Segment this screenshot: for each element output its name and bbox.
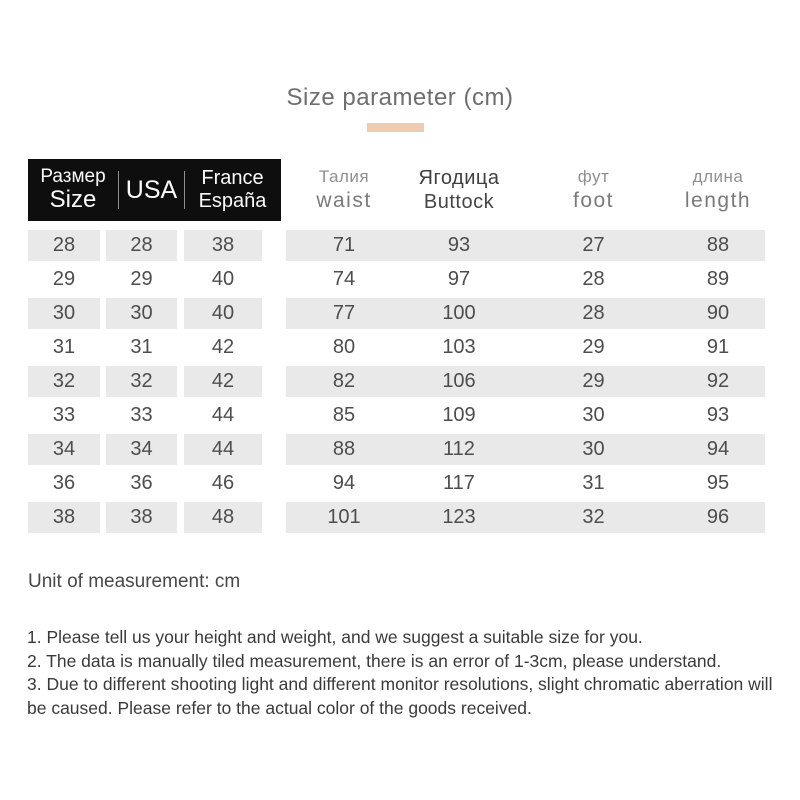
table-cell: 89 xyxy=(706,268,730,290)
table-row-measure-block xyxy=(286,332,765,363)
table-row-measure-block xyxy=(286,434,765,465)
table-cell: 112 xyxy=(443,438,475,460)
header-france xyxy=(185,159,280,221)
table-cell: 92 xyxy=(706,370,730,392)
table-row xyxy=(28,468,765,499)
table-cell: 103 xyxy=(442,336,476,358)
table-cell: 97 xyxy=(447,268,471,290)
table-cell: 101 xyxy=(327,506,361,528)
table-cell: 93 xyxy=(706,404,730,426)
table-cell: 36 xyxy=(52,472,76,494)
table-row-measure-block xyxy=(286,468,765,499)
table-row xyxy=(28,298,765,329)
table-cell: 34 xyxy=(106,434,177,465)
table-cell: 109 xyxy=(442,404,476,426)
table-cell: 38 xyxy=(184,230,262,261)
table-cell: 38 xyxy=(28,502,100,533)
table-cell: 31 xyxy=(582,472,605,494)
table-cell: 28 xyxy=(582,302,605,324)
size-table xyxy=(28,159,765,533)
note-item-1: 1. Please tell us your height and weight, and we suggest a suitable size for you. xyxy=(27,627,643,647)
table-cell: 29 xyxy=(582,336,605,358)
table-cell: 77 xyxy=(332,302,356,324)
table-cell: 36 xyxy=(130,472,153,494)
page-title: Size parameter (cm) xyxy=(286,84,514,111)
table-row xyxy=(28,502,765,533)
table-cell: 34 xyxy=(28,434,100,465)
table-cell: 123 xyxy=(442,506,476,528)
header-waist-en: waist xyxy=(316,188,372,212)
table-cell: 88 xyxy=(706,234,730,256)
table-row-measure-block xyxy=(286,366,765,397)
table-row-measure-block xyxy=(286,264,765,295)
header-france-line2: España xyxy=(198,190,267,212)
table-cell: 48 xyxy=(184,502,262,533)
note-item-3: 3. Due to different shooting light and different monitor resolutions, slight chromatic aberration will be caused. Please refer to the actual color of the goods received. xyxy=(27,674,773,718)
table-cell: 42 xyxy=(184,366,262,397)
table-cell: 82 xyxy=(332,370,356,392)
table-cell: 28 xyxy=(582,268,605,290)
table-row-measure-block xyxy=(286,298,765,329)
table-cell: 38 xyxy=(106,502,177,533)
table-cell: 42 xyxy=(211,336,235,358)
table-row xyxy=(28,366,765,397)
table-cell: 32 xyxy=(28,366,100,397)
header-size-en: Size xyxy=(49,186,97,214)
table-cell: 32 xyxy=(106,366,177,397)
title-underline-bar xyxy=(367,123,424,132)
header-foot-ru: фут xyxy=(577,167,610,187)
header-usa-label: USA xyxy=(125,175,178,204)
table-cell: 29 xyxy=(582,370,605,392)
header-length xyxy=(671,159,765,221)
size-header-black-box xyxy=(28,159,281,221)
table-cell: 27 xyxy=(582,234,605,256)
header-length-ru: длина xyxy=(692,167,744,187)
table-cell: 95 xyxy=(706,472,730,494)
header-buttock xyxy=(402,159,516,221)
table-cell: 106 xyxy=(442,370,476,392)
table-cell: 96 xyxy=(706,506,730,528)
header-waist-ru: Талия xyxy=(318,167,370,187)
notes-list xyxy=(27,626,779,720)
table-cell: 29 xyxy=(52,268,76,290)
header-foot xyxy=(516,159,671,221)
table-cell: 94 xyxy=(706,438,730,460)
table-header-row xyxy=(28,159,765,221)
table-row xyxy=(28,264,765,295)
table-row-measure-block xyxy=(286,230,765,261)
table-cell: 40 xyxy=(211,268,235,290)
table-cell: 74 xyxy=(332,268,356,290)
table-cell: 90 xyxy=(706,302,730,324)
table-cell: 44 xyxy=(184,434,262,465)
table-row-measure-block xyxy=(286,400,765,431)
table-body xyxy=(28,230,765,533)
table-cell: 28 xyxy=(28,230,100,261)
table-cell: 40 xyxy=(184,298,262,329)
table-cell: 44 xyxy=(211,404,235,426)
unit-of-measurement-note: Unit of measurement: cm xyxy=(28,571,241,592)
table-cell: 117 xyxy=(443,472,475,494)
header-size-ru: Размер xyxy=(40,165,106,187)
header-length-en: length xyxy=(684,188,752,212)
table-cell: 80 xyxy=(332,336,356,358)
table-cell: 30 xyxy=(106,298,177,329)
table-row xyxy=(28,230,765,261)
table-cell: 31 xyxy=(130,336,153,358)
title-block xyxy=(0,0,800,132)
table-cell: 32 xyxy=(582,506,605,528)
header-france-line1: France xyxy=(201,167,264,189)
table-cell: 30 xyxy=(582,438,605,460)
table-cell: 31 xyxy=(52,336,76,358)
header-buttock-ru: Ягодица xyxy=(418,167,500,189)
table-cell: 91 xyxy=(706,336,730,358)
table-cell: 33 xyxy=(130,404,153,426)
table-cell: 71 xyxy=(332,234,356,256)
table-row-measure-block xyxy=(286,502,765,533)
header-waist xyxy=(286,159,402,221)
table-cell: 94 xyxy=(332,472,356,494)
header-foot-en: foot xyxy=(572,188,615,212)
table-row xyxy=(28,400,765,431)
table-cell: 28 xyxy=(106,230,177,261)
table-cell: 88 xyxy=(332,438,356,460)
header-usa xyxy=(119,159,184,221)
table-cell: 85 xyxy=(332,404,356,426)
table-cell: 93 xyxy=(447,234,471,256)
table-cell: 100 xyxy=(442,302,476,324)
table-row xyxy=(28,434,765,465)
table-cell: 29 xyxy=(130,268,153,290)
header-size xyxy=(28,159,118,221)
table-cell: 33 xyxy=(52,404,76,426)
table-cell: 30 xyxy=(28,298,100,329)
table-cell: 30 xyxy=(582,404,605,426)
header-buttock-en: Buttock xyxy=(423,191,495,213)
note-item-2: 2. The data is manually tiled measurement, there is an error of 1-3cm, please understand. xyxy=(27,650,722,671)
table-row xyxy=(28,332,765,363)
measure-headers xyxy=(286,159,765,221)
table-cell: 46 xyxy=(211,472,235,494)
